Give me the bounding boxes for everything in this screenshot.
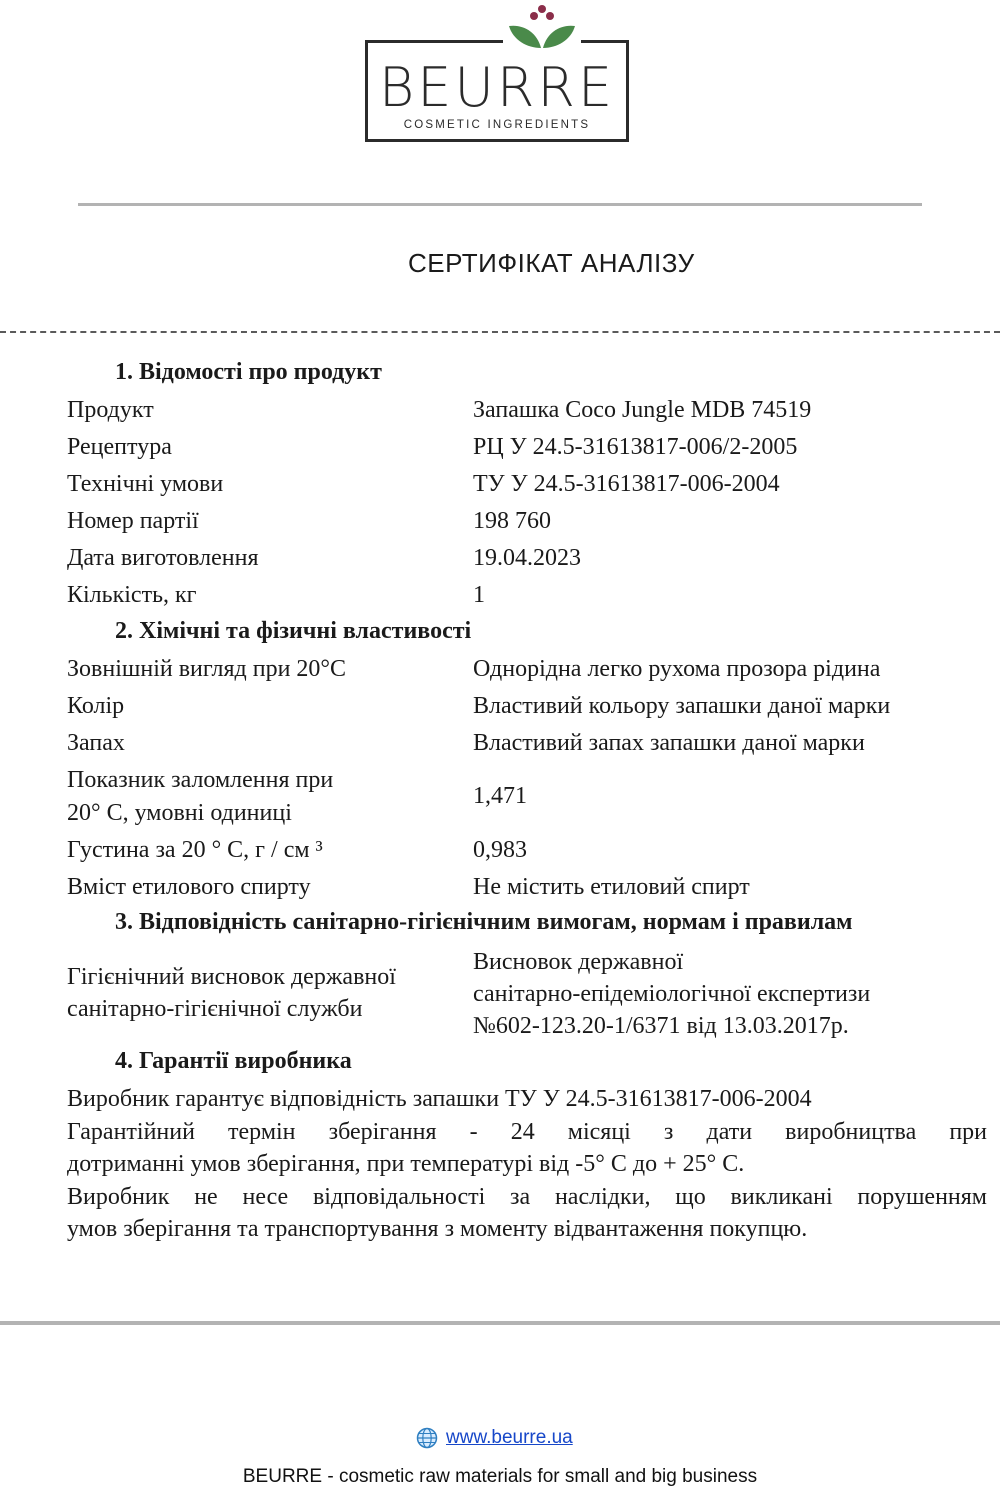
value-hygiene-line3: №602-123.20-1/6371 від 13.03.2017р. (473, 1013, 849, 1039)
value-refraction: 1,471 (473, 783, 527, 809)
section-2-heading: 2. Хімічні та фізичні властивості (115, 618, 472, 644)
label-refraction-line2: 20° С, умовні одиниці (67, 800, 292, 826)
label-density: Густина за 20 ° С, г / см ³ (67, 837, 323, 863)
value-ethanol: Не містить етиловий спирт (473, 874, 750, 900)
value-hygiene-line1: Висновок державної (473, 949, 684, 975)
label-specs: Технічні умови (67, 471, 224, 497)
label-appearance: Зовнішній вигляд при 20°С (67, 656, 347, 682)
label-odor: Запах (67, 730, 125, 756)
label-batch: Номер партії (67, 508, 199, 534)
value-specs: ТУ У 24.5-31613817-006-2004 (473, 471, 780, 497)
footer-tagline: BEURRE - cosmetic raw materials for small and big business (242, 1466, 758, 1487)
guarantee-line-2: Гарантійний термін зберігання - 24 місяці з дати виробництва при (67, 1119, 987, 1145)
page-title: СЕРТИФІКАТ АНАЛІЗУ (408, 248, 695, 278)
dashed-divider (0, 331, 1000, 333)
value-color: Властивий кольору запашки даної марки (473, 693, 891, 719)
bottom-divider (0, 1321, 1000, 1325)
guarantee-line-4: Виробник не несе відповідальності за наслідки, що викликані порушенням (67, 1184, 987, 1210)
label-color: Колір (67, 693, 125, 719)
value-density: 0,983 (473, 837, 527, 863)
label-recipe: Рецептура (67, 434, 172, 460)
section-3-heading: 3. Відповідність санітарно-гігієнічним вимогам, нормам і правилам (115, 909, 853, 935)
guarantee-line-1: Виробник гарантує відповідність запашки ТУ У 24.5-31613817-006-2004 (67, 1086, 812, 1112)
value-recipe: РЦ У 24.5-31613817-006/2-2005 (473, 434, 798, 460)
globe-icon (416, 1427, 438, 1449)
leaves-berries-icon (507, 4, 577, 54)
value-odor: Властивий запах запашки даної марки (473, 730, 865, 756)
brand-logo (363, 4, 631, 144)
label-hygiene-line1: Гігієнічний висновок державної (67, 964, 396, 990)
value-date: 19.04.2023 (473, 545, 581, 571)
label-ethanol: Вміст етилового спирту (67, 874, 311, 900)
label-product: Продукт (67, 397, 154, 423)
section-4-heading: 4. Гарантії виробника (115, 1048, 352, 1074)
value-batch: 198 760 (473, 508, 551, 534)
guarantee-line-3: дотриманні умов зберігання, при температурі від -5° С до + 25° С. (67, 1151, 745, 1177)
label-date: Дата виготовлення (67, 545, 259, 571)
top-divider (78, 203, 922, 206)
value-quantity: 1 (473, 582, 485, 608)
label-refraction-line1: Показник заломлення при (67, 767, 334, 793)
guarantee-line-5: умов зберігання та транспортування з моменту відвантаження покупцю. (67, 1216, 808, 1242)
label-quantity: Кількість, кг (67, 582, 197, 608)
section-1-heading: 1. Відомості про продукт (115, 359, 382, 385)
value-appearance: Однорідна легко рухома прозора рідина (473, 656, 881, 682)
value-hygiene-line2: санітарно-епідеміологічної експертизи (473, 981, 871, 1007)
logo-frame (365, 40, 629, 142)
label-hygiene-line2: санітарно-гігієнічної служби (67, 996, 363, 1022)
website-link[interactable]: www.beurre.ua (446, 1427, 573, 1448)
logo-tagline: COSMETIC INGREDIENTS (403, 119, 591, 131)
logo-name: BEURRE (378, 56, 616, 119)
website-row (416, 1427, 573, 1449)
value-product: Запашка Coco Jungle MDB 74519 (473, 397, 812, 423)
